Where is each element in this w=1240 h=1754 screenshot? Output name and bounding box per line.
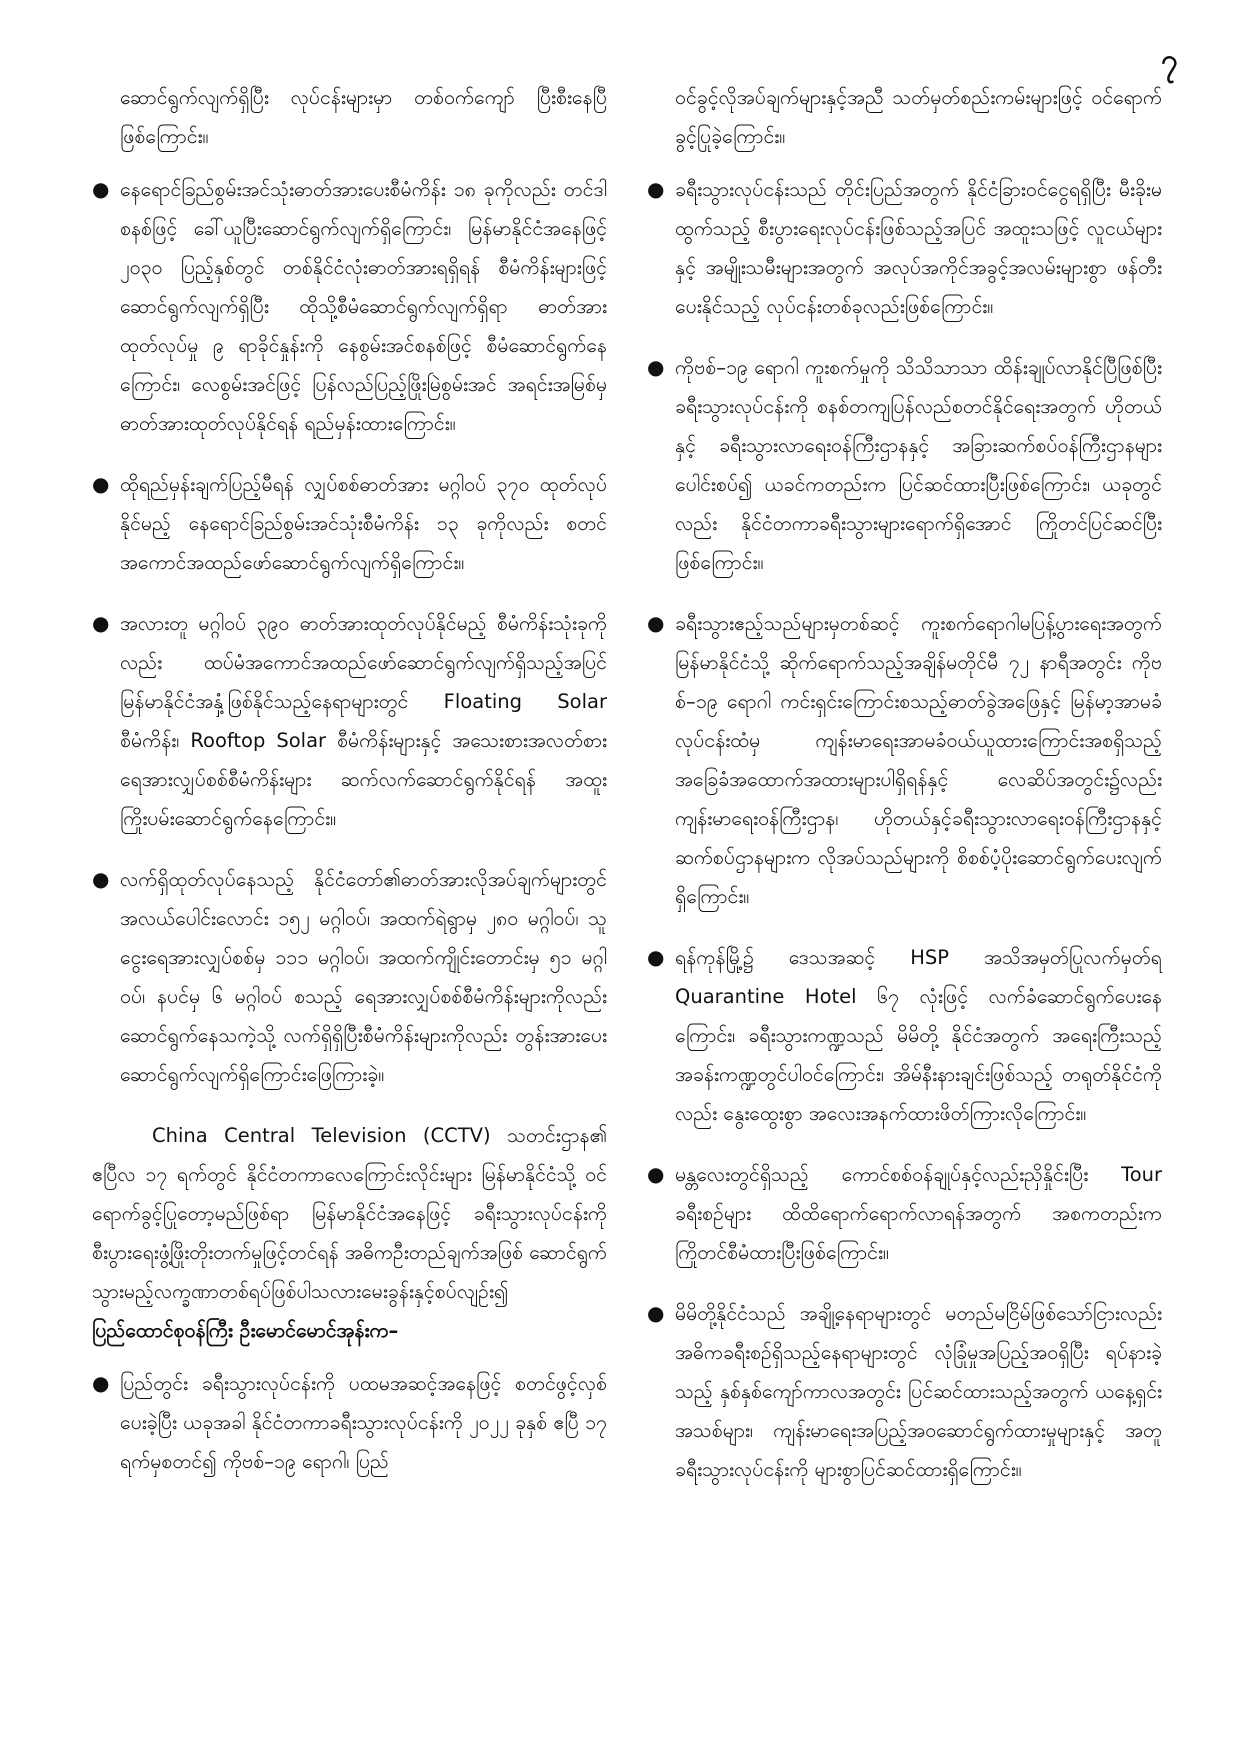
right-column — [647, 78, 1162, 1718]
list-item — [92, 1364, 607, 1481]
list-item-text: ခရီးသွားဧည့်သည်များမှတစ်ဆင့် ကူးစက်ရောဂါမပြန့်ပွားရေးအတွက် မြန်မာနိုင်ငံသို့ ဆိုက်ရောက်သည့်အချိန်မတိုင်မီ ၇၂ နာရီအတွင်း ကိုဗစ်–၁၉ ရောဂါ ကင်းရှင်းကြောင်းစသည့်ဓာတ်ခွဲအဖြေနှင့် မြန်မာ့အာမခံလုပ်ငန်းထံမှ ကျန်းမာရေးအာမခံဝယ်ယူထားကြောင်းအစရှိသည့် အခြေခံအထောက်အထားများပါရှိရန်နှင့် လေဆိပ်အတွင်း၌လည်း ကျန်းမာရေးဝန်ကြီးဌာန၊ ဟိုတယ်နှင့်ခရီးသွားလာရေးဝန်ကြီးဌာနနှင့် ဆက်စပ်ဌာနများက လိုအပ်သည်များကို စိစစ်ပံ့ပိုးဆောင်ရွက်ပေးလျက်ရှိကြောင်း။ — [675, 612, 1162, 908]
list-item — [647, 604, 1162, 916]
list-item — [647, 170, 1162, 326]
speaker-name: ပြည်ထောင်စုဝန်ကြီး ဦးမောင်မောင်အုန်းက– — [92, 1319, 399, 1342]
page-number: ၇ — [1161, 43, 1178, 78]
list-item-text: မန္တလေးတွင်ရှိသည့် ကောင်စစ်ဝန်ချုပ်နှင့်လည်းညှိနှိုင်းပြီး Tour ခရီးစဉ်များ ထိထိရောက်ရောက်လာရန်အတွက် အစကတည်းက ကြိုတင်စီမံထားပြီးဖြစ်ကြောင်း။ — [675, 1163, 1162, 1264]
body-paragraph — [92, 1116, 607, 1350]
bullet-icon: ● — [647, 177, 665, 201]
bullet-icon: ● — [92, 1371, 110, 1395]
continuation-text: ဆောင်ရွက်လျက်ရှိပြီး လုပ်ငန်းများမှာ တစ်ဝက်ကျော် ပြီးစီးနေပြီဖြစ်ကြောင်း။ — [120, 86, 607, 148]
bullet-list — [647, 170, 1162, 1489]
bullet-icon: ● — [647, 945, 665, 969]
list-item — [647, 938, 1162, 1133]
article-body — [92, 78, 1162, 1718]
list-item — [92, 170, 607, 443]
list-item-text: ခရီးသွားလုပ်ငန်းသည် တိုင်းပြည်အတွက် နိုင်ငံခြားဝင်ငွေရရှိပြီး မီးခိုးမထွက်သည့် စီးပွားရေးလုပ်ငန်းဖြစ်သည့်အပြင် အထူးသဖြင့် လူငယ်များနှင့် အမျိုးသမီးများအတွက် အလုပ်အကိုင်အခွင့်အလမ်းများစွာ ဖန်တီးပေးနိုင်သည့် လုပ်ငန်းတစ်ခုလည်းဖြစ်ကြောင်း။ — [675, 178, 1162, 318]
list-item-text: ပြည်တွင်း ခရီးသွားလုပ်ငန်းကို ပထမအဆင့်အနေဖြင့် စတင်ဖွင့်လှစ်ပေးခဲ့ပြီး ယခုအခါ နိုင်ငံတကာခရီးသွားလုပ်ငန်းကို ၂၀၂၂ ခုနှစ် ဧပြီ ၁၇ ရက်မှစတင်၍ ကိုဗစ်–၁၉ ရောဂါ၊ ပြည် — [120, 1372, 607, 1473]
list-item-text: အလားတူ မဂ္ဂါဝပ် ၃၉၀ ဓာတ်အားထုတ်လုပ်နိုင်မည့် စီမံကိန်းသုံးခုကိုလည်း ထပ်မံအကောင်အထည်ဖော်ဆောင်ရွက်လျက်ရှိသည့်အပြင် မြန်မာနိုင်ငံအနှံ့ဖြစ်နိုင်သည့်နေရာများတွင် Floating Solar စီမံကိန်း၊ Rooftop Solar စီမံကိန်းများနှင့် အသေးစားအလတ်စားရေအားလျှပ်စစ်စီမံကိန်းများ ဆက်လက်ဆောင်ရွက်နိုင်ရန် အထူးကြိုးပမ်းဆောင်ရွက်နေကြောင်း။ — [120, 612, 607, 830]
bullet-icon: ● — [647, 611, 665, 635]
left-column — [92, 78, 607, 1718]
bullet-icon: ● — [92, 472, 110, 496]
list-item-text: လက်ရှိထုတ်လုပ်နေသည့် နိုင်ငံတော်၏ဓာတ်အားလိုအပ်ချက်များတွင် အလယ်ပေါင်းလောင်း ၁၅၂ မဂ္ဂါဝပ်၊ အထက်ရဲရွာမှ ၂၈၀ မဂ္ဂါဝပ်၊ သူငွေးရေအားလျှပ်စစ်မှ ၁၁၁ မဂ္ဂါဝပ်၊ အထက်ကျိုင်းတောင်းမှ ၅၁ မဂ္ဂါဝပ်၊ နပင်မှ ၆ မဂ္ဂါဝပ် စသည့် ရေအားလျှပ်စစ်စီမံကိန်းများကိုလည်း ဆောင်ရွက်နေသကဲ့သို့ လက်ရှိရှိပြီးစီမံကိန်းများကိုလည်း တွန်းအားပေးဆောင်ရွက်လျက်ရှိကြောင်းဖြေကြားခဲ့။ — [120, 868, 607, 1086]
list-item — [647, 1294, 1162, 1489]
list-item — [92, 860, 607, 1094]
list-item — [92, 465, 607, 582]
bullet-icon: ● — [92, 867, 110, 891]
list-item-text: ရန်ကုန်မြို့၌ ဒေသအဆင့် HSP အသိအမှတ်ပြုလက်မှတ်ရ Quarantine Hotel ၆၇ လုံးဖြင့် လက်ခံဆောင်ရွက်ပေးနေကြောင်း၊ ခရီးသွားကဏ္ဍသည် မိမိတို့ နိုင်ငံအတွက် အရေးကြီးသည့်အခန်းကဏ္ဍတွင်ပါဝင်ကြောင်း၊ အိမ်နီးနားချင်းဖြစ်သည့် တရုတ်နိုင်ငံကိုလည်း နွေးထွေးစွာ အလေးအနက်ထားဖိတ်ကြားလိုကြောင်း။ — [675, 946, 1162, 1125]
list-item — [647, 1155, 1162, 1272]
list-item-text: ထိုရည်မှန်းချက်ပြည့်မီရန် လျှပ်စစ်ဓာတ်အား မဂ္ဂါဝပ် ၃၇၀ ထုတ်လုပ်နိုင်မည့် နေရောင်ခြည်စွမ်းအင်သုံးစီမံကိန်း ၁၃ ခုကိုလည်း စတင်အကောင်အထည်ဖော်ဆောင်ရွက်လျက်ရှိကြောင်း။ — [120, 473, 607, 574]
bullet-icon: ● — [647, 1301, 665, 1325]
continuation-text: ဝင်ခွင့်လိုအပ်ချက်များနှင့်အညီ သတ်မှတ်စည်းကမ်းများဖြင့် ဝင်ရောက်ခွင့်ပြုခဲ့ကြောင်း။ — [675, 86, 1162, 148]
bullet-icon: ● — [647, 355, 665, 379]
list-item-text: မိမိတို့နိုင်ငံသည် အချို့နေရာများတွင် မတည်မငြိမ်ဖြစ်သော်ငြားလည်း အဓိကခရီးစဉ်ရှိသည့်နေရာများတွင် လုံခြုံမှုအပြည့်အဝရှိပြီး ရပ်နားခဲ့သည့် နှစ်နှစ်ကျော်ကာလအတွင်း ပြင်ဆင်ထားသည့်အတွက် ယနေ့ရှင်းအသစ်များ၊ ကျန်းမာရေးအပြည့်အဝဆောင်ရွက်ထားမှုများနှင့် အတူ ခရီးသွားလုပ်ငန်းကို များစွာပြင်ဆင်ထားရှိကြောင်း။ — [675, 1302, 1162, 1481]
bullet-icon: ● — [92, 177, 110, 201]
list-item — [647, 348, 1162, 582]
list-item-text: နေရောင်ခြည်စွမ်းအင်သုံးဓာတ်အားပေးစီမံကိန်း ၁၈ ခုကိုလည်း တင်ဒါစနစ်ဖြင့် ခေါ်ယူပြီးဆောင်ရွက်လျက်ရှိကြောင်း၊ မြန်မာနိုင်ငံအနေဖြင့် ၂၀၃၀ ပြည့်နှစ်တွင် တစ်နိုင်ငံလုံးဓာတ်အားရရှိရန် စီမံကိန်းများဖြင့် ဆောင်ရွက်လျက်ရှိပြီး ထိုသို့စီမံဆောင်ရွက်လျက်ရှိရာ ဓာတ်အားထုတ်လုပ်မှု ၉ ရာခိုင်နှုန်းကို နေစွမ်းအင်စနစ်ဖြင့် စီမံဆောင်ရွက်နေကြောင်း၊ လေစွမ်းအင်ဖြင့် ပြန်လည်ပြည့်ဖြိုးမြဲစွမ်းအင် အရင်းအမြစ်မှ ဓာတ်အားထုတ်လုပ်နိုင်ရန် ရည်မှန်းထားကြောင်း။ — [120, 178, 607, 435]
bullet-list — [92, 170, 607, 1094]
bullet-list — [92, 1364, 607, 1481]
list-item-text: ကိုဗစ်–၁၉ ရောဂါ ကူးစက်မှုကို သိသိသာသာ ထိန်းချုပ်လာနိုင်ပြီဖြစ်ပြီး ခရီးသွားလုပ်ငန်းကို စနစ်တကျပြန်လည်စတင်နိုင်ရေးအတွက် ဟိုတယ်နှင့် ခရီးသွားလာရေးဝန်ကြီးဌာနနှင့် အခြားဆက်စပ်ဝန်ကြီးဌာနများပေါင်းစပ်၍ ယခင်ကတည်းက ပြင်ဆင်ထားပြီးဖြစ်ကြောင်း၊ ယခုတွင်လည်း နိုင်ငံတကာခရီးသွားများရောက်ရှိအောင် ကြိုတင်ပြင်ဆင်ပြီးဖြစ်ကြောင်း။ — [675, 356, 1162, 574]
paragraph-text: China Central Television (CCTV) သတင်းဌာန၏ ဧပြီလ ၁၇ ရက်တွင် နိုင်ငံတကာလေကြောင်းလိုင်းများ မြန်မာနိုင်ငံသို့ ဝင်ရောက်ခွင့်ပြုတော့မည်ဖြစ်ရာ မြန်မာနိုင်ငံအနေဖြင့် ခရီးသွားလုပ်ငန်းကို စီးပွားရေးဖွံ့ဖြိုးတိုးတက်မှုဖြင့်တင်ရန် အဓိကဦးတည်ချက်အဖြစ် ဆောင်ရွက်သွားမည့်လက္ခဏာတစ်ရပ်ဖြစ်ပါသလားမေးခွန်းနှင့်စပ်လျဉ်း၍ — [92, 1124, 607, 1303]
bullet-icon: ● — [647, 1162, 665, 1186]
list-item — [92, 604, 607, 838]
bullet-icon: ● — [92, 611, 110, 635]
